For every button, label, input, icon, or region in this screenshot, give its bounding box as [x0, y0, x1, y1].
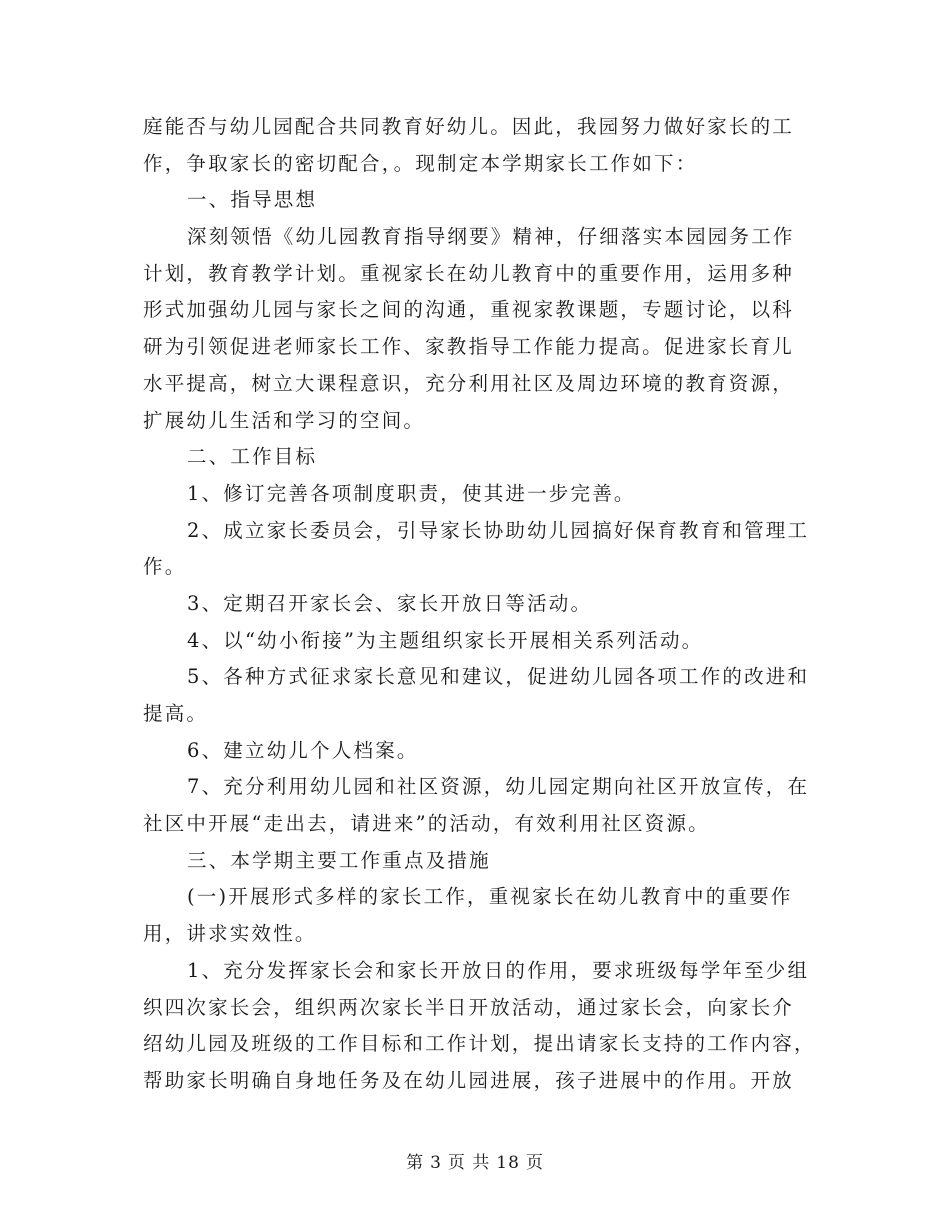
list-item: 2、成立家长委员会，引导家长协助幼儿园搞好保育教育和管理工 [187, 518, 810, 542]
list-item: 5、各种方式征求家长意见和建议，促进幼儿园各项工作的改进和 [187, 665, 810, 689]
text-line: 计划，教育教学计划。重视家长在幼儿教育中的重要作用，运用多种 [143, 261, 795, 285]
text-line: 扩展幼儿生活和学习的空间。 [143, 408, 426, 432]
page-number: 3 [430, 1153, 442, 1173]
document-body [143, 109, 816, 1100]
text-line: 绍幼儿园及班级的工作目标和工作计划，提出请家长支持的工作内容， [143, 1032, 816, 1056]
page-footer [0, 1151, 950, 1175]
text-line: 帮助家长明确自身地任务及在幼儿园进展，孩子进展中的作用。开放 [143, 1068, 795, 1092]
text-line: 作，争取家长的密切配合，。现制定本学期家长工作如下： [143, 151, 698, 175]
list-item: 1、修订完善各项制度职责，使其进一步完善。 [187, 481, 636, 505]
text-line: 提高。 [143, 702, 209, 725]
text-line: 水平提高，树立大课程意识，充分利用社区及周边环境的教育资源， [143, 371, 795, 395]
subsection-heading: (一)开展形式多样的家长工作，重视家长在幼儿教育中的重要作 [187, 885, 793, 909]
section-heading: 二、工作目标 [187, 445, 318, 469]
footer-suffix: 页 [525, 1153, 544, 1173]
text-line: 庭能否与幼儿园配合共同教育好幼儿。因此，我园努力做好家长的工 [143, 115, 795, 138]
list-item: 6、建立幼儿个人档案。 [187, 738, 419, 762]
text-line: 用，讲求实效性。 [143, 922, 317, 946]
total-pages: 18 [496, 1153, 520, 1173]
section-heading: 一、指导思想 [187, 188, 318, 212]
footer-middle: 页 共 [447, 1153, 491, 1173]
footer-prefix: 第 [406, 1153, 425, 1173]
text-line: 社区中开展“走出去，请进来”的活动，有效利用社区资源。 [143, 812, 710, 836]
text-line: 形式加强幼儿园与家长之间的沟通，重视家教课题，专题讨论，以科 [143, 298, 795, 322]
list-item: 1、充分发挥家长会和家长开放日的作用，要求班级每学年至少组 [187, 958, 810, 982]
section-heading: 三、本学期主要工作重点及措施 [187, 848, 491, 872]
list-item: 7、充分利用幼儿园和社区资源，幼儿园定期向社区开放宣传，在 [187, 775, 810, 799]
text-line: 作。 [143, 555, 187, 579]
list-item: 4、以“幼小衔接”为主题组织家长开展相关系列活动。 [187, 628, 704, 652]
text-line: 深刻领悟《幼儿园教育指导纲要》精神，仔细落实本园园务工作 [187, 225, 795, 249]
text-line: 织四次家长会，组织两次家长半日开放活动，通过家长会，向家长介 [143, 995, 795, 1019]
list-item: 3、定期召开家长会、家长开放日等活动。 [187, 591, 593, 615]
text-line: 研为引领促进老师家长工作、家教指导工作能力提高。促进家长育儿 [143, 335, 795, 359]
